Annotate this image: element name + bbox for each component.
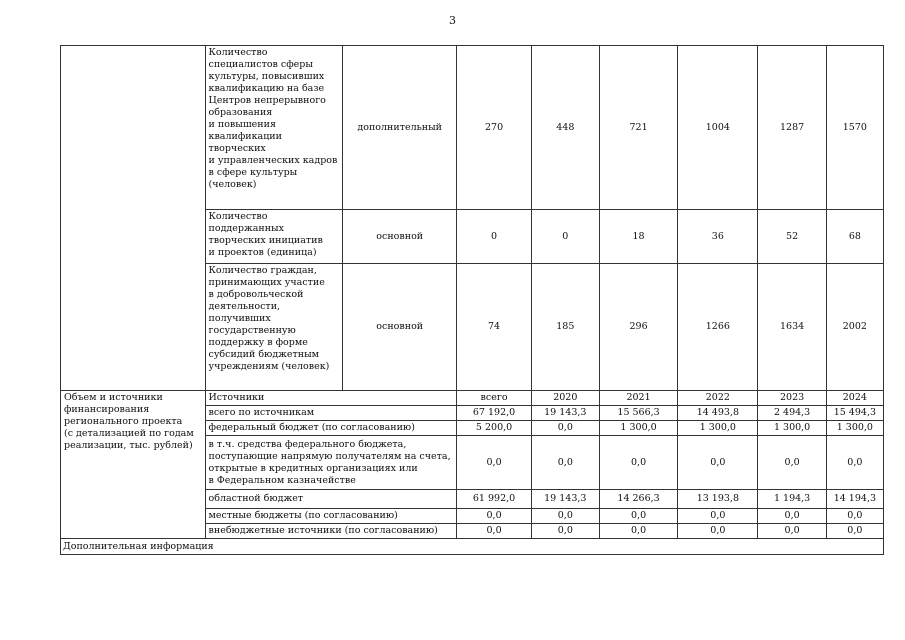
financing-value: 19 143,3 bbox=[531, 490, 599, 509]
financing-value: 0,0 bbox=[457, 436, 531, 490]
indicator-value: 1634 bbox=[758, 264, 826, 391]
financing-value: 0,0 bbox=[531, 509, 599, 524]
financing-value: 67 192,0 bbox=[457, 406, 531, 421]
indicator-type: дополнительный bbox=[343, 46, 457, 210]
table-row bbox=[61, 46, 884, 210]
indicator-type: основной bbox=[343, 264, 457, 391]
indicator-value: 1266 bbox=[678, 264, 758, 391]
financing-header-cell: 2021 bbox=[599, 391, 677, 406]
financing-value: 0,0 bbox=[826, 509, 883, 524]
financing-value: 1 300,0 bbox=[826, 421, 883, 436]
financing-value: 0,0 bbox=[758, 436, 826, 490]
indicator-value: 18 bbox=[599, 210, 677, 264]
additional-info: Дополнительная информация bbox=[61, 539, 884, 555]
financing-value: 61 992,0 bbox=[457, 490, 531, 509]
indicator-value: 296 bbox=[599, 264, 677, 391]
indicator-value: 270 bbox=[457, 46, 531, 210]
financing-value: 0,0 bbox=[678, 524, 758, 539]
financing-value: 15 566,3 bbox=[599, 406, 677, 421]
financing-label: Объем и источники финансирования регионального проекта (с детализацией по годам реализации, тыс. рублей) bbox=[61, 391, 206, 539]
financing-value: 14 493,8 bbox=[678, 406, 758, 421]
indicator-name: Количество специалистов сферы культуры, повысивших квалификацию на базе Центров непрерывного образования и повышения квалификации творческих и управленческих кадров в сфере культуры (человек) bbox=[205, 46, 343, 210]
indicator-value: 1004 bbox=[678, 46, 758, 210]
financing-value: 0,0 bbox=[599, 509, 677, 524]
indicator-value: 2002 bbox=[826, 264, 883, 391]
financing-value: 0,0 bbox=[531, 524, 599, 539]
indicator-value: 0 bbox=[457, 210, 531, 264]
financing-value: 0,0 bbox=[599, 524, 677, 539]
financing-value: 0,0 bbox=[758, 509, 826, 524]
indicator-value: 36 bbox=[678, 210, 758, 264]
financing-value: 0,0 bbox=[457, 509, 531, 524]
financing-value: 0,0 bbox=[599, 436, 677, 490]
financing-header-cell: 2020 bbox=[531, 391, 599, 406]
financing-value: 14 266,3 bbox=[599, 490, 677, 509]
financing-header-cell: 2024 bbox=[826, 391, 883, 406]
page-number: 3 bbox=[449, 14, 456, 27]
financing-value: 0,0 bbox=[678, 509, 758, 524]
financing-header-source: Источники bbox=[205, 391, 457, 406]
financing-source: внебюджетные источники (по согласованию) bbox=[205, 524, 457, 539]
additional-info-row bbox=[61, 539, 884, 555]
financing-value: 0,0 bbox=[531, 436, 599, 490]
financing-value: 1 300,0 bbox=[758, 421, 826, 436]
regional-project-table bbox=[60, 45, 884, 555]
empty-cell bbox=[61, 46, 206, 391]
financing-value: 0,0 bbox=[826, 436, 883, 490]
indicator-type: основной bbox=[343, 210, 457, 264]
indicator-value: 52 bbox=[758, 210, 826, 264]
financing-value: 15 494,3 bbox=[826, 406, 883, 421]
indicator-value: 74 bbox=[457, 264, 531, 391]
financing-value: 1 300,0 bbox=[599, 421, 677, 436]
financing-value: 0,0 bbox=[531, 421, 599, 436]
financing-value: 0,0 bbox=[678, 436, 758, 490]
financing-source: местные бюджеты (по согласованию) bbox=[205, 509, 457, 524]
financing-header-cell: всего bbox=[457, 391, 531, 406]
financing-value: 19 143,3 bbox=[531, 406, 599, 421]
financing-value: 0,0 bbox=[457, 524, 531, 539]
financing-value: 1 300,0 bbox=[678, 421, 758, 436]
indicator-name: Количество граждан, принимающих участие в добровольческой деятельности, получивших государственную поддержку в форме субсидий бюджетным учреждениям (человек) bbox=[205, 264, 343, 391]
indicator-value: 185 bbox=[531, 264, 599, 391]
financing-value: 14 194,3 bbox=[826, 490, 883, 509]
indicator-value: 1287 bbox=[758, 46, 826, 210]
financing-value: 0,0 bbox=[758, 524, 826, 539]
financing-header-row bbox=[61, 391, 884, 406]
financing-value: 13 193,8 bbox=[678, 490, 758, 509]
indicator-value: 68 bbox=[826, 210, 883, 264]
financing-source: всего по источникам bbox=[205, 406, 457, 421]
financing-value: 2 494,3 bbox=[758, 406, 826, 421]
indicator-name: Количество поддержанных творческих инициатив и проектов (единица) bbox=[205, 210, 343, 264]
financing-source: в т.ч. средства федерального бюджета, поступающие напрямую получателям на счета, открытые в кредитных организациях или в Федеральном казначействе bbox=[205, 436, 457, 490]
financing-source: областной бюджет bbox=[205, 490, 457, 509]
indicator-value: 1570 bbox=[826, 46, 883, 210]
indicator-value: 721 bbox=[599, 46, 677, 210]
indicator-value: 448 bbox=[531, 46, 599, 210]
financing-source: федеральный бюджет (по согласованию) bbox=[205, 421, 457, 436]
financing-value: 1 194,3 bbox=[758, 490, 826, 509]
financing-value: 0,0 bbox=[826, 524, 883, 539]
financing-value: 5 200,0 bbox=[457, 421, 531, 436]
financing-header-cell: 2022 bbox=[678, 391, 758, 406]
indicator-value: 0 bbox=[531, 210, 599, 264]
financing-header-cell: 2023 bbox=[758, 391, 826, 406]
